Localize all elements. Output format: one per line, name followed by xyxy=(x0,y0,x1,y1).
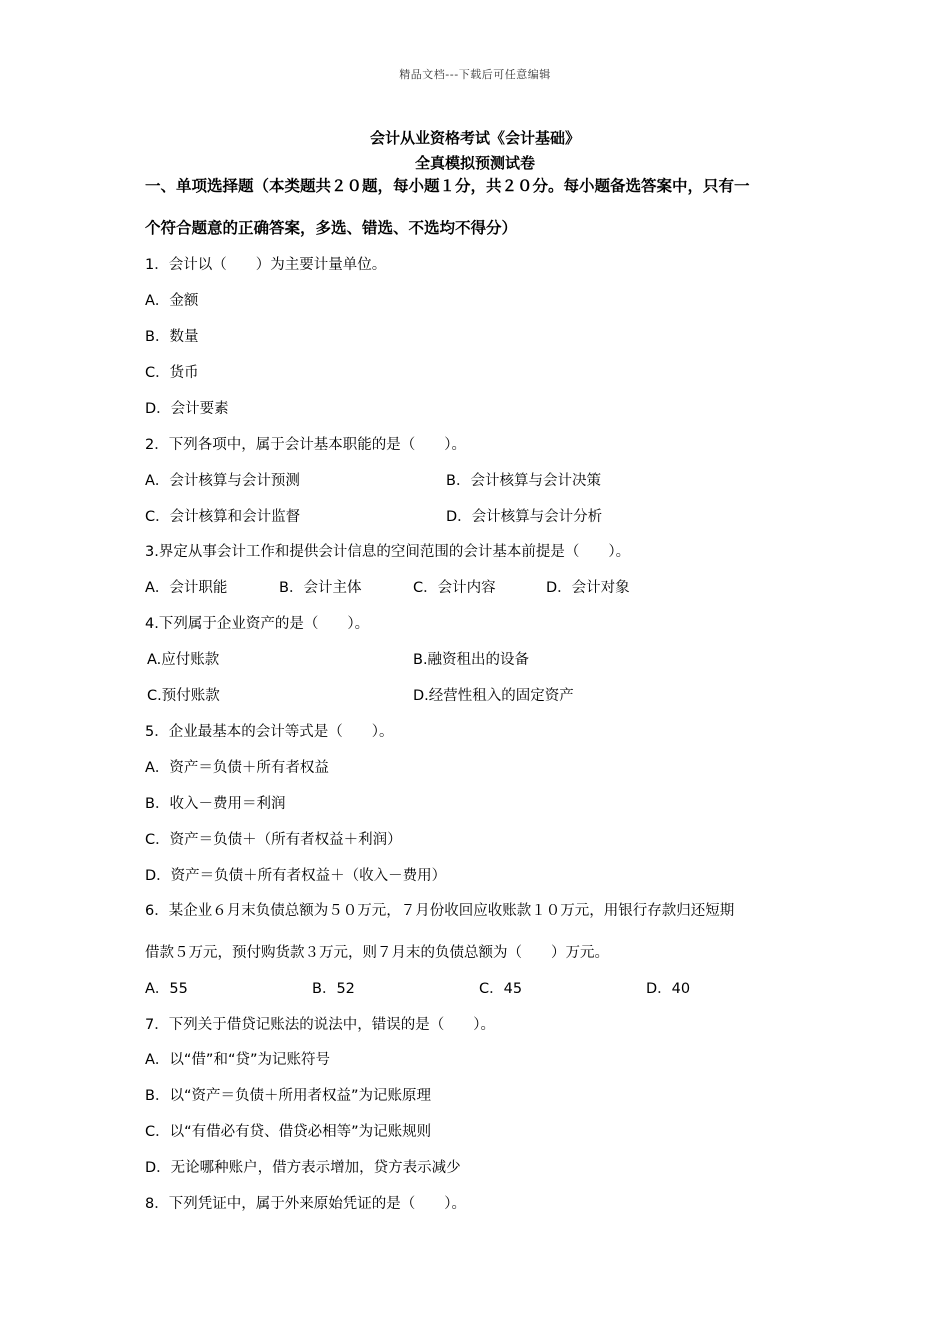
question-7-stem: 7．下列关于借贷记账法的说法中，错误的是（ ）。 xyxy=(145,1017,495,1033)
question-6-option-c: C．45 xyxy=(479,981,523,997)
question-1-option-c: C．货币 xyxy=(145,365,199,381)
question-5-option-b: B．收入－费用＝利润 xyxy=(145,796,286,812)
question-2-option-a: A．会计核算与会计预测 xyxy=(145,473,300,489)
question-8-stem: 8．下列凭证中，属于外来原始凭证的是（ ）。 xyxy=(145,1196,466,1212)
document-subtitle: 全真模拟预测试卷 xyxy=(414,154,535,172)
question-6-option-d: D．40 xyxy=(646,981,691,997)
question-6-stem-line2: 借款５万元，预付购货款３万元，则７月末的负债总额为（ ）万元。 xyxy=(145,945,609,961)
question-4-option-d: D.经营性租入的固定资产 xyxy=(413,688,574,704)
question-6-stem-line1: 6．某企业６月末负债总额为５０万元，７月份收回应收账款１０万元，用银行存款归还短期 xyxy=(145,903,735,919)
question-3-option-b: B．会计主体 xyxy=(279,580,362,596)
question-1-option-d: D．会计要素 xyxy=(145,401,229,417)
question-7-option-d: D．无论哪种账户，借方表示增加，贷方表示减少 xyxy=(145,1160,461,1176)
question-4-stem: 4.下列属于企业资产的是（ ）。 xyxy=(145,616,370,632)
question-3-stem: 3.界定从事会计工作和提供会计信息的空间范围的会计基本前提是（ ）。 xyxy=(145,544,631,560)
watermark-text: 精品文档---下载后可任意编辑 xyxy=(399,68,551,81)
question-3-option-a: A．会计职能 xyxy=(145,580,228,596)
question-5-option-a: A．资产＝负债＋所有者权益 xyxy=(145,760,329,776)
question-3-option-d: D．会计对象 xyxy=(546,580,630,596)
question-5-option-c: C．资产＝负债＋（所有者权益＋利润） xyxy=(145,832,402,848)
section-heading-line1: 一、单项选择题（本类题共２０题，每小题１分，共２０分。每小题备选答案中，只有一 xyxy=(145,177,750,195)
question-7-option-c: C．以“有借必有贷、借贷必相等”为记账规则 xyxy=(145,1124,432,1140)
question-1-option-a: A．金额 xyxy=(145,293,199,309)
question-7-option-b: B．以“资产＝负债＋所用者权益”为记账原理 xyxy=(145,1088,431,1104)
question-7-option-a: A．以“借”和“贷”为记账符号 xyxy=(145,1052,330,1068)
question-6-option-b: B．52 xyxy=(312,981,355,997)
question-2-option-d: D．会计核算与会计分析 xyxy=(446,509,603,525)
question-3-option-c: C．会计内容 xyxy=(413,580,496,596)
document-title: 会计从业资格考试《会计基础》 xyxy=(369,129,580,147)
question-5-option-d: D．资产＝负债＋所有者权益＋（收入－费用） xyxy=(145,868,447,884)
question-4-option-a: A.应付账款 xyxy=(147,652,220,668)
section-heading-line2: 个符合题意的正确答案，多选、错选、不选均不得分） xyxy=(145,219,518,237)
question-6-option-a: A．55 xyxy=(145,981,188,997)
question-4-option-c: C.预付账款 xyxy=(147,688,220,704)
question-2-stem: 2．下列各项中，属于会计基本职能的是（ ）。 xyxy=(145,437,466,453)
question-2-option-c: C．会计核算和会计监督 xyxy=(145,509,301,525)
question-1-stem: 1．会计以（ ）为主要计量单位。 xyxy=(145,257,387,273)
question-1-option-b: B．数量 xyxy=(145,329,199,345)
question-2-option-b: B．会计核算与会计决策 xyxy=(446,473,601,489)
question-5-stem: 5．企业最基本的会计等式是（ ）。 xyxy=(145,724,394,740)
question-4-option-b: B.融资租出的设备 xyxy=(413,652,530,668)
